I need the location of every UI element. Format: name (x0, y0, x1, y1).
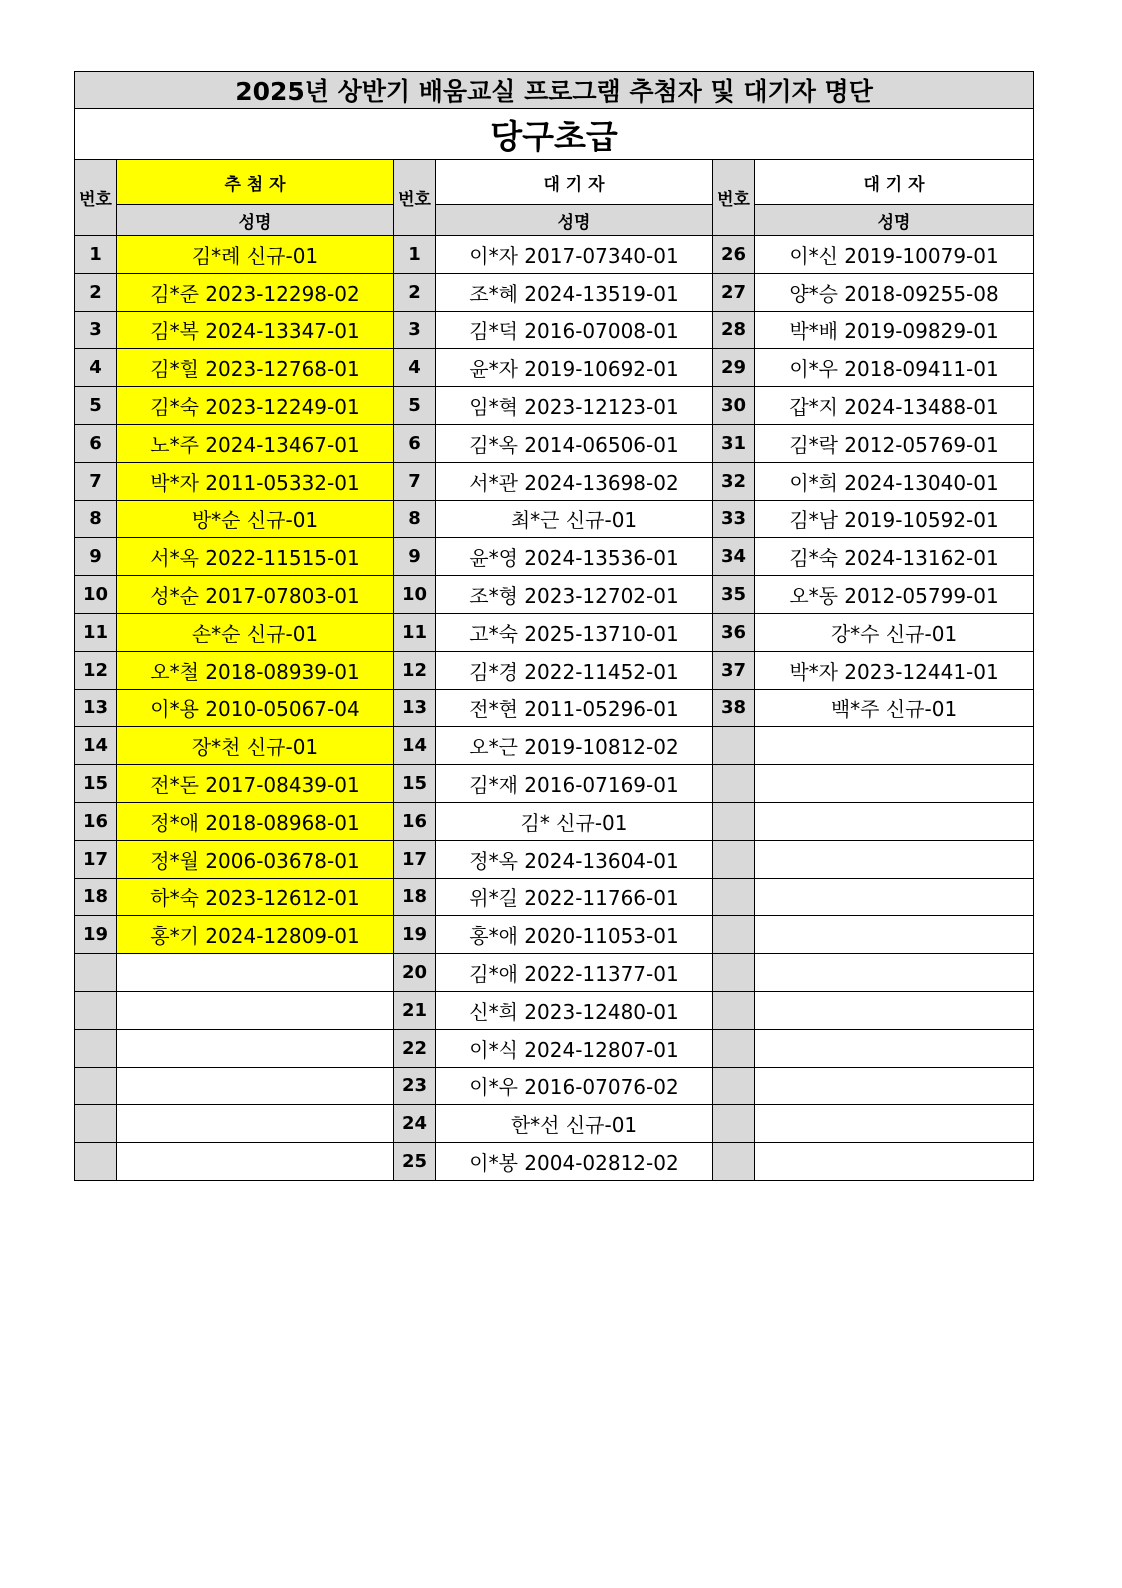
winner-name (117, 954, 394, 992)
winner-number: 7 (75, 462, 117, 500)
winner-number: 2 (75, 273, 117, 311)
waitlist-name: 김*덕 2016-07008-01 (436, 311, 713, 349)
name-header-waitlist-1: 성명 (436, 205, 713, 236)
winner-name: 오*철 2018-08939-01 (117, 651, 394, 689)
winner-number: 15 (75, 765, 117, 803)
winner-name: 정*월 2006-03678-01 (117, 840, 394, 878)
winner-number: 5 (75, 387, 117, 425)
table-row (75, 727, 1034, 765)
table-row (75, 424, 1034, 462)
waitlist-name: 이*자 2017-07340-01 (436, 236, 713, 274)
waitlist-number: 23 (394, 1067, 436, 1105)
waitlist-name: 이*신 2019-10079-01 (755, 236, 1034, 274)
table-row (75, 689, 1034, 727)
waitlist-name: 김*애 2022-11377-01 (436, 954, 713, 992)
waitlist-number: 4 (394, 349, 436, 387)
waitlist-name: 전*현 2011-05296-01 (436, 689, 713, 727)
winner-name (117, 1105, 394, 1143)
waitlist-number: 15 (394, 765, 436, 803)
waitlist-name (755, 1105, 1034, 1143)
waitlist-number: 36 (713, 613, 755, 651)
waitlist-name (755, 1067, 1034, 1105)
table-row (75, 840, 1034, 878)
winner-number (75, 954, 117, 992)
winner-number: 18 (75, 878, 117, 916)
waitlist-name: 서*관 2024-13698-02 (436, 462, 713, 500)
waitlist-name: 조*형 2023-12702-01 (436, 576, 713, 614)
waitlist-number: 11 (394, 613, 436, 651)
waitlist-name: 이*우 2016-07076-02 (436, 1067, 713, 1105)
waitlist-name (755, 916, 1034, 954)
waitlist-number: 35 (713, 576, 755, 614)
winner-number: 14 (75, 727, 117, 765)
table-row (75, 991, 1034, 1029)
waitlist-name: 정*옥 2024-13604-01 (436, 840, 713, 878)
winner-number: 4 (75, 349, 117, 387)
winner-name: 전*돈 2017-08439-01 (117, 765, 394, 803)
winner-name: 하*숙 2023-12612-01 (117, 878, 394, 916)
waitlist-name: 오*근 2019-10812-02 (436, 727, 713, 765)
waitlist-number (713, 878, 755, 916)
winner-name: 김*복 2024-13347-01 (117, 311, 394, 349)
waitlist-name: 김* 신규-01 (436, 802, 713, 840)
waitlist-name: 양*승 2018-09255-08 (755, 273, 1034, 311)
table-row (75, 765, 1034, 803)
waitlist-name: 최*근 신규-01 (436, 500, 713, 538)
name-header-winners: 성명 (117, 205, 394, 236)
waitlist-number: 12 (394, 651, 436, 689)
number-header-waitlist-2: 번호 (713, 160, 755, 236)
table-row (75, 462, 1034, 500)
waitlist-number: 2 (394, 273, 436, 311)
waitlist-name (755, 840, 1034, 878)
winner-name: 박*자 2011-05332-01 (117, 462, 394, 500)
waitlist-number: 1 (394, 236, 436, 274)
waitlist-number (713, 802, 755, 840)
waitlist-header-2: 대 기 자 (755, 160, 1034, 205)
winner-number: 19 (75, 916, 117, 954)
waitlist-name: 윤*영 2024-13536-01 (436, 538, 713, 576)
table-row (75, 349, 1034, 387)
waitlist-number: 9 (394, 538, 436, 576)
waitlist-name (755, 1029, 1034, 1067)
winner-name: 김*힐 2023-12768-01 (117, 349, 394, 387)
waitlist-number: 18 (394, 878, 436, 916)
waitlist-name: 김*경 2022-11452-01 (436, 651, 713, 689)
lottery-list-table (74, 71, 1034, 1181)
winner-number (75, 1143, 117, 1181)
waitlist-number: 7 (394, 462, 436, 500)
winner-number: 16 (75, 802, 117, 840)
waitlist-number (713, 1105, 755, 1143)
table-row (75, 538, 1034, 576)
waitlist-number (713, 1143, 755, 1181)
waitlist-name: 오*동 2012-05799-01 (755, 576, 1034, 614)
winners-header: 추 첨 자 (117, 160, 394, 205)
winner-name: 방*순 신규-01 (117, 500, 394, 538)
waitlist-name (755, 878, 1034, 916)
waitlist-name: 이*봉 2004-02812-02 (436, 1143, 713, 1181)
waitlist-name: 이*우 2018-09411-01 (755, 349, 1034, 387)
waitlist-number: 20 (394, 954, 436, 992)
waitlist-number: 26 (713, 236, 755, 274)
waitlist-name: 윤*자 2019-10692-01 (436, 349, 713, 387)
waitlist-number: 8 (394, 500, 436, 538)
waitlist-number (713, 954, 755, 992)
winner-name: 홍*기 2024-12809-01 (117, 916, 394, 954)
waitlist-name: 강*수 신규-01 (755, 613, 1034, 651)
waitlist-number (713, 916, 755, 954)
waitlist-name: 이*식 2024-12807-01 (436, 1029, 713, 1067)
waitlist-name (755, 802, 1034, 840)
table-row (75, 576, 1034, 614)
winner-name: 정*애 2018-08968-01 (117, 802, 394, 840)
waitlist-number: 25 (394, 1143, 436, 1181)
waitlist-number: 37 (713, 651, 755, 689)
waitlist-number: 31 (713, 424, 755, 462)
school-name: 당구초급 (75, 109, 1034, 160)
winner-number: 10 (75, 576, 117, 614)
winner-number: 3 (75, 311, 117, 349)
winner-name (117, 1067, 394, 1105)
waitlist-name: 임*혁 2023-12123-01 (436, 387, 713, 425)
waitlist-name: 김*남 2019-10592-01 (755, 500, 1034, 538)
waitlist-name: 이*희 2024-13040-01 (755, 462, 1034, 500)
winner-name: 장*천 신규-01 (117, 727, 394, 765)
waitlist-name: 한*선 신규-01 (436, 1105, 713, 1143)
winner-name: 김*례 신규-01 (117, 236, 394, 274)
winner-number: 1 (75, 236, 117, 274)
table-row (75, 1105, 1034, 1143)
waitlist-number: 14 (394, 727, 436, 765)
winner-name: 노*주 2024-13467-01 (117, 424, 394, 462)
table-row (75, 878, 1034, 916)
waitlist-number: 3 (394, 311, 436, 349)
table-row (75, 500, 1034, 538)
winner-number: 8 (75, 500, 117, 538)
number-header-waitlist-1: 번호 (394, 160, 436, 236)
waitlist-number: 30 (713, 387, 755, 425)
winner-number: 12 (75, 651, 117, 689)
waitlist-name: 박*배 2019-09829-01 (755, 311, 1034, 349)
waitlist-name: 고*숙 2025-13710-01 (436, 613, 713, 651)
waitlist-name: 갑*지 2024-13488-01 (755, 387, 1034, 425)
table-row (75, 311, 1034, 349)
waitlist-name (755, 765, 1034, 803)
winner-number (75, 1105, 117, 1143)
waitlist-name: 김*숙 2024-13162-01 (755, 538, 1034, 576)
waitlist-number: 21 (394, 991, 436, 1029)
table-row (75, 802, 1034, 840)
waitlist-number: 6 (394, 424, 436, 462)
winner-number: 17 (75, 840, 117, 878)
waitlist-number: 32 (713, 462, 755, 500)
winner-name: 이*용 2010-05067-04 (117, 689, 394, 727)
winner-name: 서*옥 2022-11515-01 (117, 538, 394, 576)
table-row (75, 1029, 1034, 1067)
winner-name: 김*숙 2023-12249-01 (117, 387, 394, 425)
winner-number (75, 1029, 117, 1067)
waitlist-number: 5 (394, 387, 436, 425)
table-row (75, 954, 1034, 992)
waitlist-number: 28 (713, 311, 755, 349)
waitlist-name: 백*주 신규-01 (755, 689, 1034, 727)
table-row (75, 916, 1034, 954)
waitlist-number: 27 (713, 273, 755, 311)
table-row (75, 273, 1034, 311)
winner-number: 6 (75, 424, 117, 462)
waitlist-number: 10 (394, 576, 436, 614)
document-title: 2025년 상반기 배움교실 프로그램 추첨자 및 대기자 명단 (75, 72, 1034, 109)
waitlist-name: 김*재 2016-07169-01 (436, 765, 713, 803)
table-row (75, 387, 1034, 425)
winner-number: 13 (75, 689, 117, 727)
winner-name: 손*순 신규-01 (117, 613, 394, 651)
waitlist-name (755, 991, 1034, 1029)
waitlist-number (713, 765, 755, 803)
waitlist-name: 김*락 2012-05769-01 (755, 424, 1034, 462)
waitlist-name (755, 1143, 1034, 1181)
waitlist-name (755, 727, 1034, 765)
table-row (75, 651, 1034, 689)
table-row (75, 1067, 1034, 1105)
waitlist-name: 김*옥 2014-06506-01 (436, 424, 713, 462)
waitlist-number (713, 991, 755, 1029)
winner-number: 11 (75, 613, 117, 651)
waitlist-number (713, 1029, 755, 1067)
waitlist-number: 19 (394, 916, 436, 954)
waitlist-number: 38 (713, 689, 755, 727)
winner-number: 9 (75, 538, 117, 576)
waitlist-number (713, 1067, 755, 1105)
waitlist-name (755, 954, 1034, 992)
winner-name (117, 1143, 394, 1181)
waitlist-number: 22 (394, 1029, 436, 1067)
waitlist-name: 위*길 2022-11766-01 (436, 878, 713, 916)
winner-name (117, 1029, 394, 1067)
winner-name (117, 991, 394, 1029)
waitlist-number: 24 (394, 1105, 436, 1143)
waitlist-number (713, 727, 755, 765)
winner-name: 김*준 2023-12298-02 (117, 273, 394, 311)
number-header-winners: 번호 (75, 160, 117, 236)
waitlist-name: 박*자 2023-12441-01 (755, 651, 1034, 689)
winner-name: 성*순 2017-07803-01 (117, 576, 394, 614)
waitlist-number: 13 (394, 689, 436, 727)
waitlist-header-1: 대 기 자 (436, 160, 713, 205)
waitlist-number: 17 (394, 840, 436, 878)
table-row (75, 613, 1034, 651)
winner-number (75, 991, 117, 1029)
table-row (75, 236, 1034, 274)
name-header-waitlist-2: 성명 (755, 205, 1034, 236)
waitlist-name: 신*희 2023-12480-01 (436, 991, 713, 1029)
table-row (75, 1143, 1034, 1181)
winner-number (75, 1067, 117, 1105)
waitlist-number: 29 (713, 349, 755, 387)
waitlist-number: 34 (713, 538, 755, 576)
waitlist-number: 33 (713, 500, 755, 538)
waitlist-number (713, 840, 755, 878)
waitlist-number: 16 (394, 802, 436, 840)
waitlist-name: 홍*애 2020-11053-01 (436, 916, 713, 954)
waitlist-name: 조*혜 2024-13519-01 (436, 273, 713, 311)
